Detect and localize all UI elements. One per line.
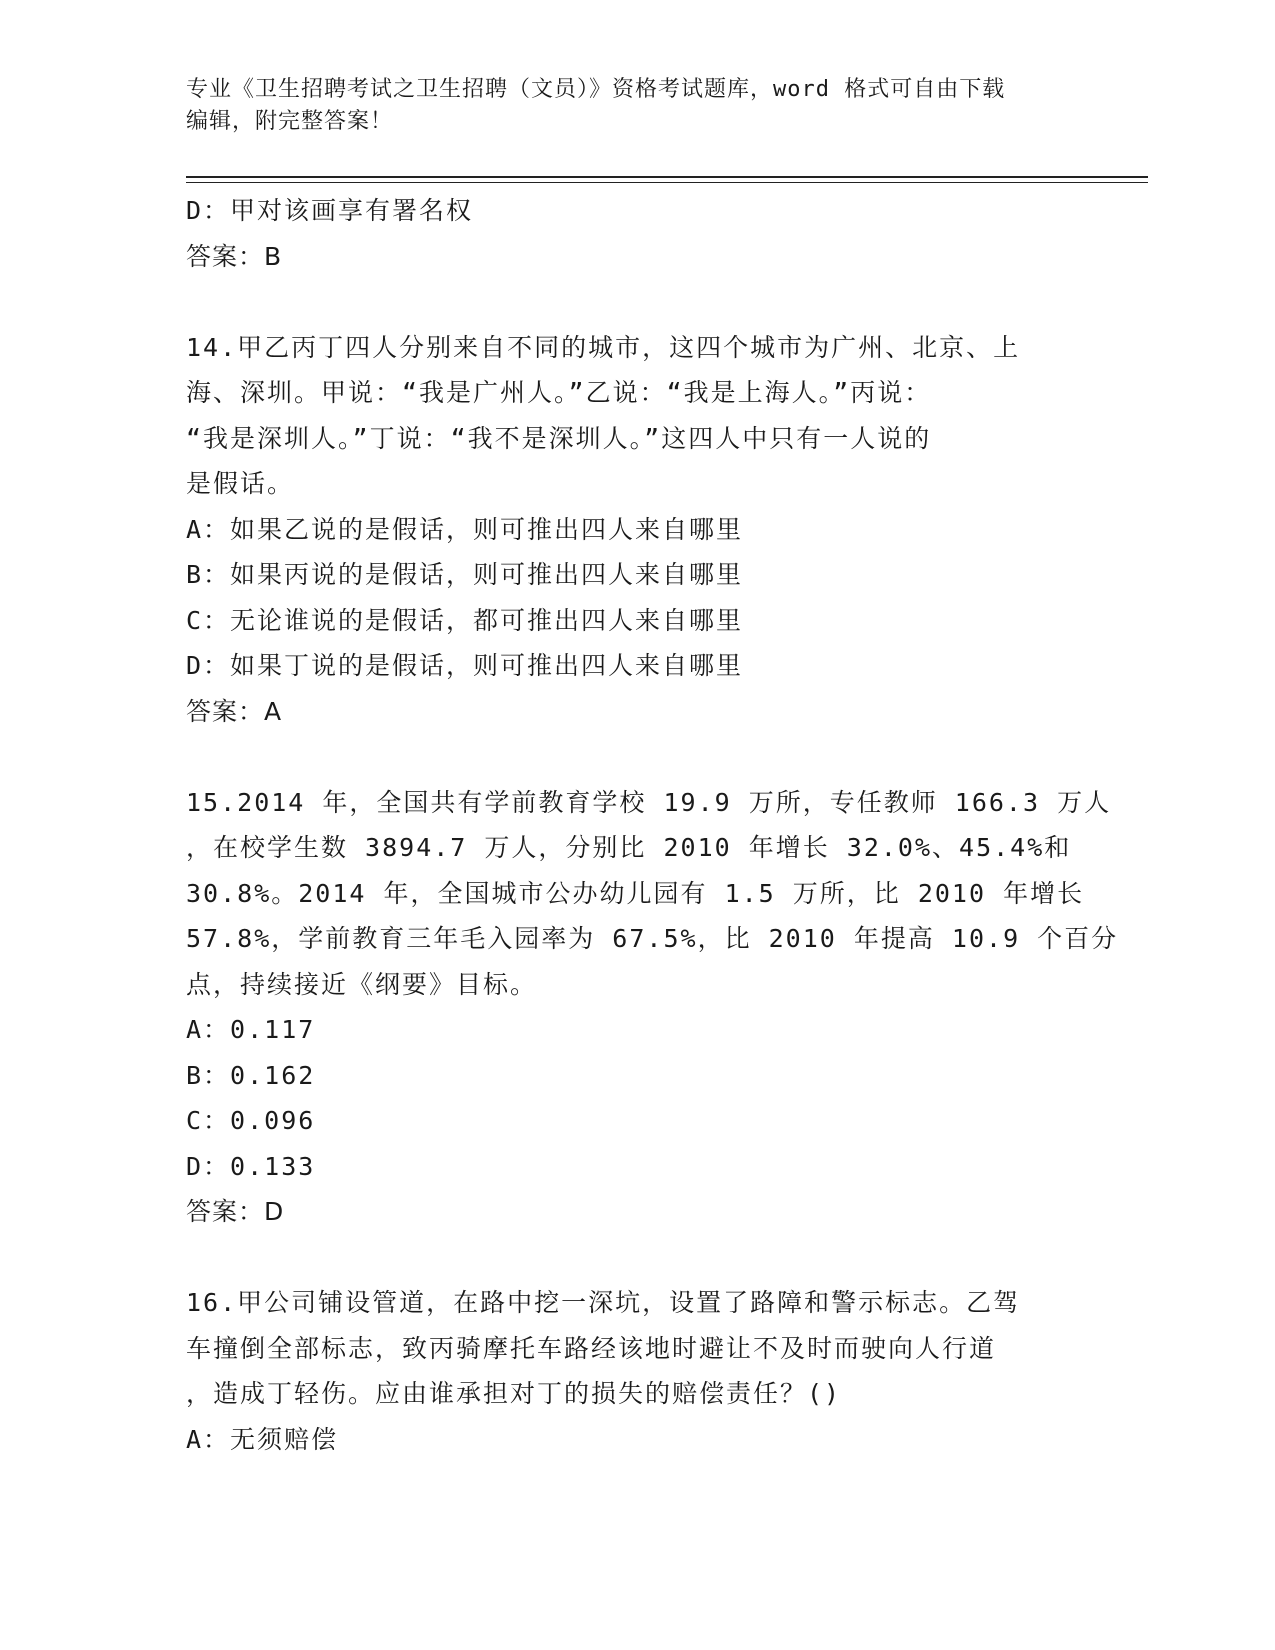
spacer [186, 1235, 1086, 1281]
option-d: D：如果丁说的是假话，则可推出四人来自哪里 [186, 651, 744, 680]
question-stem-line: ，造成丁轻伤。应由谁承担对丁的损失的赔偿责任？() [186, 1379, 842, 1408]
option-d: D：0.133 [186, 1151, 316, 1181]
header-line-1: 专业《卫生招聘考试之卫生招聘（文员）》资格考试题库，word 格式可自由下载 [186, 77, 1006, 102]
header-line-2: 编辑，附完整答案！ [186, 109, 394, 134]
question-stem-line: 海、深圳。甲说：“我是广州人。”乙说：“我是上海人。”丙说： [186, 378, 932, 407]
option-c: C：无论谁说的是假话，都可推出四人来自哪里 [186, 605, 744, 635]
answer-line: 答案：A [186, 696, 283, 726]
option-a: A：如果乙说的是假话，则可推出四人来自哪里 [186, 514, 744, 544]
option-a: A：0.117 [186, 1015, 316, 1044]
question-stem-line: 57.8%，学前教育三年毛入园率为 67.5%，比 2010 年提高 10.9 个百分 [186, 924, 1119, 953]
question-stem-line: 15.2014 年，全国共有学前教育学校 19.9 万所，专任教师 166.3 万人 [186, 787, 1112, 817]
answer-line: 答案：B [186, 241, 283, 271]
question-stem-line: 车撞倒全部标志，致丙骑摩托车路经该地时避让不及时而驶向人行道 [186, 1333, 997, 1363]
question-15 [186, 780, 1119, 1235]
answer-line: 答案：D [186, 1197, 285, 1226]
question-16 [186, 1280, 1086, 1462]
spacer [186, 734, 1086, 780]
question-stem-line: 点，持续接近《纲要》目标。 [186, 969, 538, 999]
question-stem-line: 14.甲乙丙丁四人分别来自不同的城市，这四个城市为广州、北京、上 [186, 332, 1021, 362]
question-14 [186, 325, 1086, 735]
option-a: A：无须赔偿 [186, 1424, 339, 1454]
question-stem-line: ，在校学生数 3894.7 万人，分别比 2010 年增长 32.0%、45.4%和 [186, 833, 1072, 862]
page-header [186, 74, 1066, 138]
header-divider-thick [186, 176, 1148, 178]
spacer [186, 279, 1086, 325]
question-13-tail [186, 188, 1086, 279]
question-stem-line: 16.甲公司铺设管道，在路中挖一深坑，设置了路障和警示标志。乙驾 [186, 1288, 1021, 1317]
question-stem-line: 30.8%。2014 年，全国城市公办幼儿园有 1.5 万所，比 2010 年增长 [186, 878, 1085, 908]
option-d: D：甲对该画享有署名权 [186, 196, 474, 225]
document-body [186, 188, 1119, 1462]
option-b: B：如果丙说的是假话，则可推出四人来自哪里 [186, 560, 744, 589]
option-b: B：0.162 [186, 1060, 316, 1090]
header-divider-thin [186, 182, 1148, 183]
question-stem-line: “我是深圳人。”丁说：“我不是深圳人。”这四人中只有一人说的 [186, 423, 932, 453]
option-c: C：0.096 [186, 1106, 316, 1135]
question-stem-line: 是假话。 [186, 469, 295, 498]
